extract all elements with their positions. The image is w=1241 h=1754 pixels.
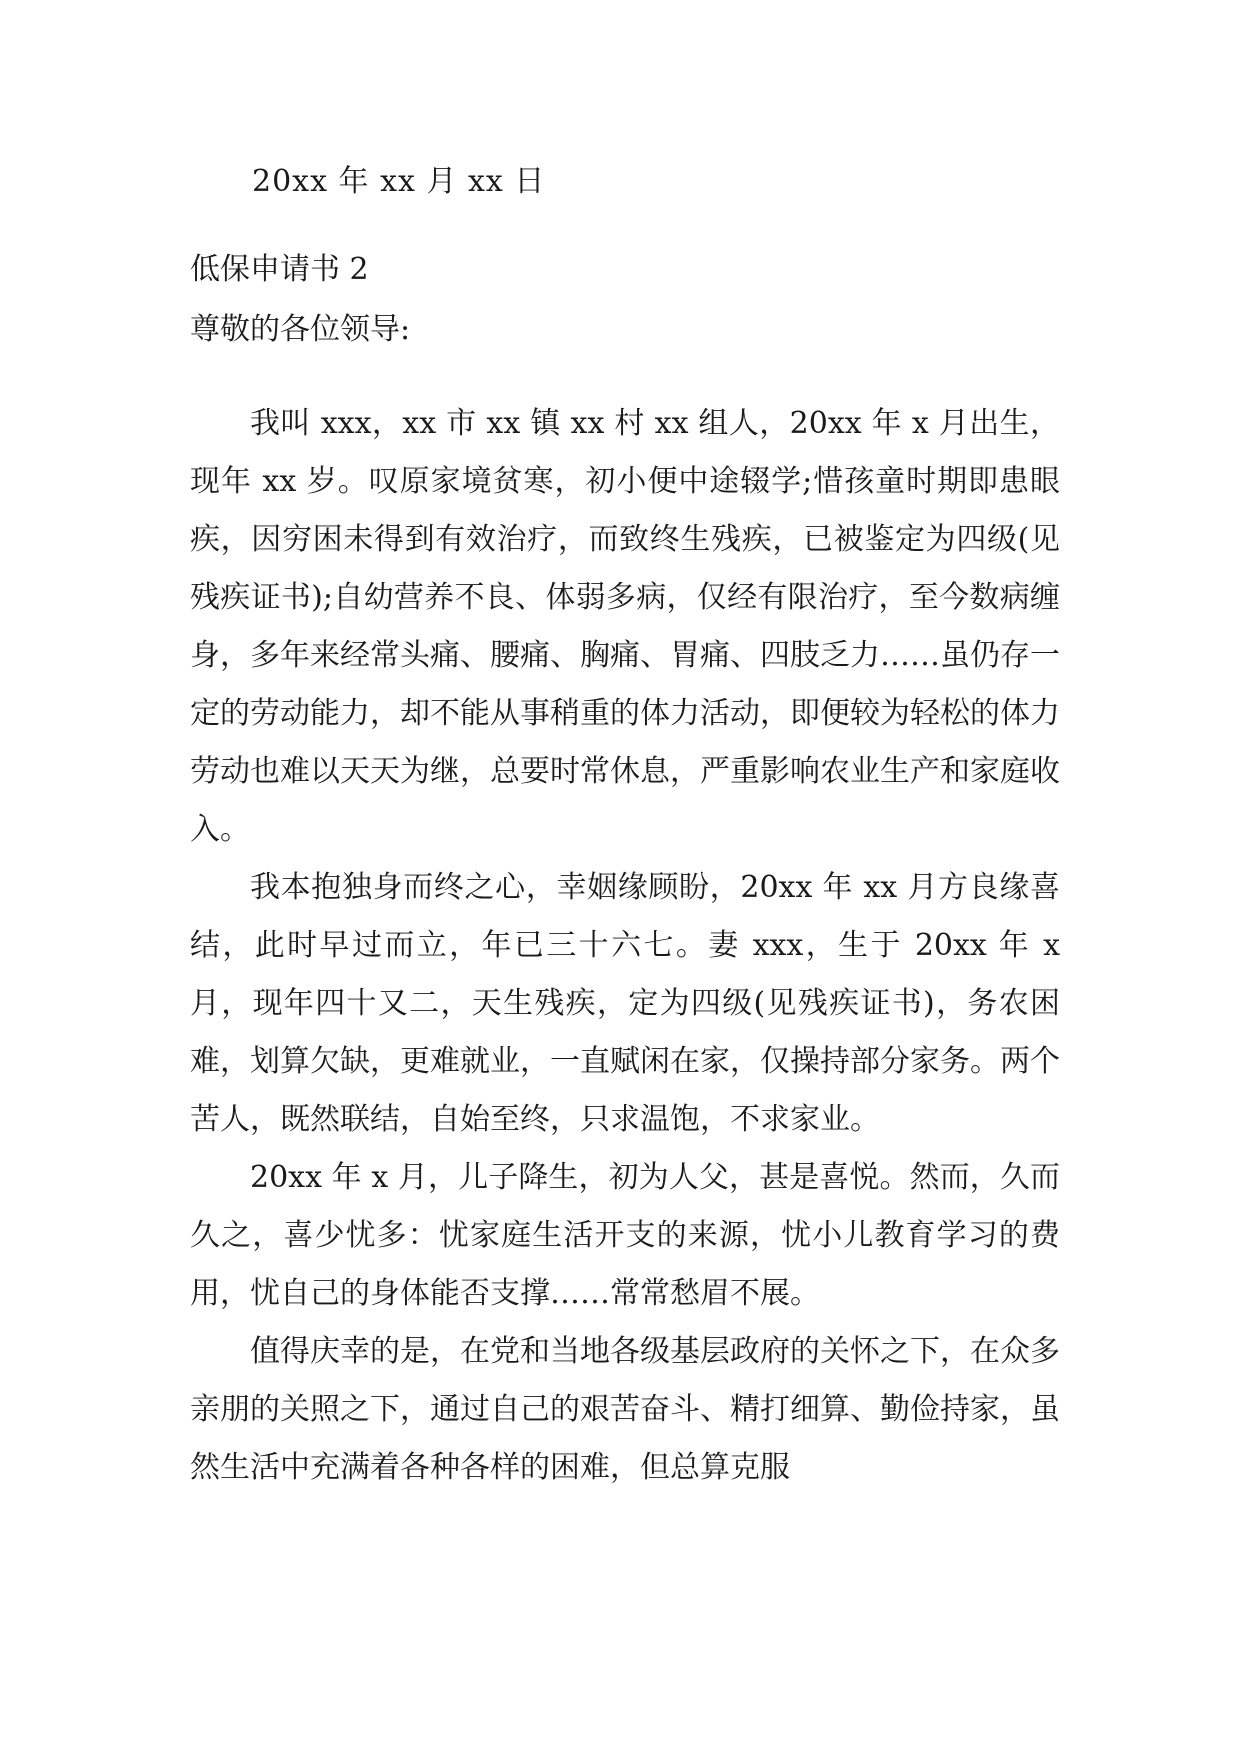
document-title: 低保申请书 2: [190, 252, 369, 287]
paragraph: 我本抱独身而终之心，幸姻缘顾盼，20xx 年 xx 月方良缘喜结，此时早过而立，年已三十六七。妻 xxx，生于 20xx 年 x 月，现年四十又二，天生残疾，定为四级(见残疾证书)，务农困难，划算欠缺，更难就业，一直赋闲在家，仅操持部分家务。两个苦人，既然联结，自始至终，只求温饱，不求家业。: [190, 870, 1060, 1137]
letter-body: [190, 395, 1060, 1497]
paragraph: 值得庆幸的是，在党和当地各级基层政府的关怀之下，在众多亲朋的关照之下，通过自己的艰苦奋斗、精打细算、勤俭持家，虽然生活中充满着各种各样的困难，但总算克服: [190, 1334, 1060, 1485]
paragraph: 我叫 xxx，xx 市 xx 镇 xx 村 xx 组人，20xx 年 x 月出生，现年 xx 岁。叹原家境贫寒，初小便中途辍学;惜孩童时期即患眼疾，因穷困未得到有效治疗，而致终生残疾，已被鉴定为四级(见残疾证书);自幼营养不良、体弱多病，仅经有限治疗，至今数病缠身，多年来经常头痛、腰痛、胸痛、胃痛、四肢乏力……虽仍存一定的劳动能力，却不能从事稍重的体力活动，即便较为轻松的体力劳动也难以天天为继，总要时常休息，严重影响农业生产和家庭收入。: [190, 406, 1060, 847]
date-line: 20xx 年 xx 月 xx 日: [252, 164, 546, 199]
salutation: 尊敬的各位领导:: [190, 312, 411, 347]
paragraph: 20xx 年 x 月，儿子降生，初为人父，甚是喜悦。然而，久而久之，喜少忧多：忧家庭生活开支的来源，忧小儿教育学习的费用，忧自己的身体能否支撑……常常愁眉不展。: [190, 1160, 1060, 1311]
